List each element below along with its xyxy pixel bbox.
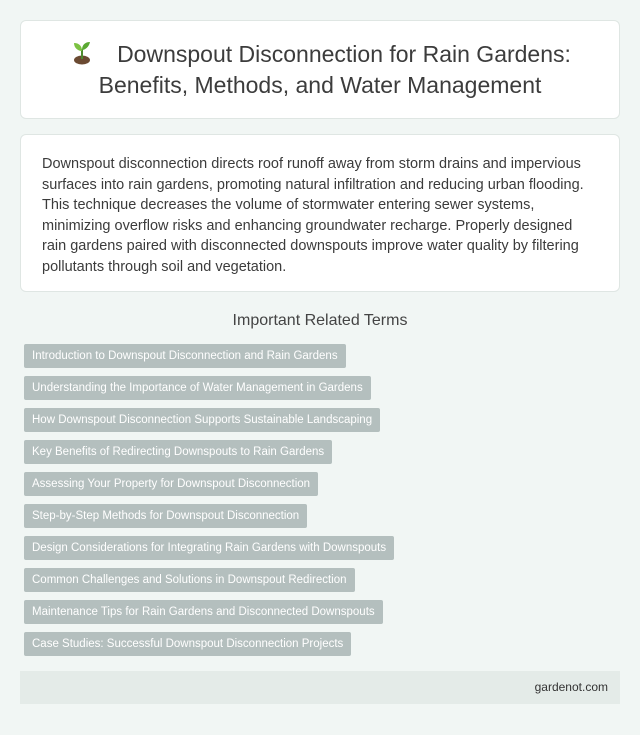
sprout-icon: [69, 39, 95, 65]
related-term-tag[interactable]: Understanding the Importance of Water Management in Gardens: [24, 376, 371, 400]
footer: [20, 671, 620, 704]
related-term-tag[interactable]: Key Benefits of Redirecting Downspouts to Rain Gardens: [24, 440, 332, 464]
related-term-tag[interactable]: Common Challenges and Solutions in Downspout Redirection: [24, 568, 355, 592]
related-terms-heading: Important Related Terms: [232, 312, 408, 329]
related-term-tag[interactable]: Case Studies: Successful Downspout Disconnection Projects: [24, 632, 351, 656]
related-term-tag[interactable]: Assessing Your Property for Downspout Disconnection: [24, 472, 318, 496]
related-term-tag[interactable]: Maintenance Tips for Rain Gardens and Disconnected Downspouts: [24, 600, 383, 624]
related-terms-list: [24, 344, 394, 664]
related-term-tag[interactable]: Step-by-Step Methods for Downspout Disconnection: [24, 504, 307, 528]
summary-card: [20, 134, 620, 292]
related-term-tag[interactable]: Introduction to Downspout Disconnection and Rain Gardens: [24, 344, 346, 368]
summary-paragraph: Downspout disconnection directs roof runoff away from storm drains and impervious surfaces into rain gardens, promoting natural infiltration and reducing urban flooding. This technique decreases the volume of stormwater entering sewer systems, minimizing overflow risks and enhancing groundwater recharge. Properly designed rain gardens paired with disconnected downspouts improve water quality by filtering pollutants through soil and vegetation.: [42, 156, 584, 275]
related-term-tag[interactable]: How Downspout Disconnection Supports Sustainable Landscaping: [24, 408, 380, 432]
footer-site-link[interactable]: gardenot.com: [534, 680, 608, 694]
page-title: [50, 39, 590, 101]
page-title-text: Downspout Disconnection for Rain Gardens: Benefits, Methods, and Water Management: [98, 40, 571, 98]
related-term-tag[interactable]: Design Considerations for Integrating Rain Gardens with Downspouts: [24, 536, 394, 560]
title-card: [20, 20, 620, 119]
